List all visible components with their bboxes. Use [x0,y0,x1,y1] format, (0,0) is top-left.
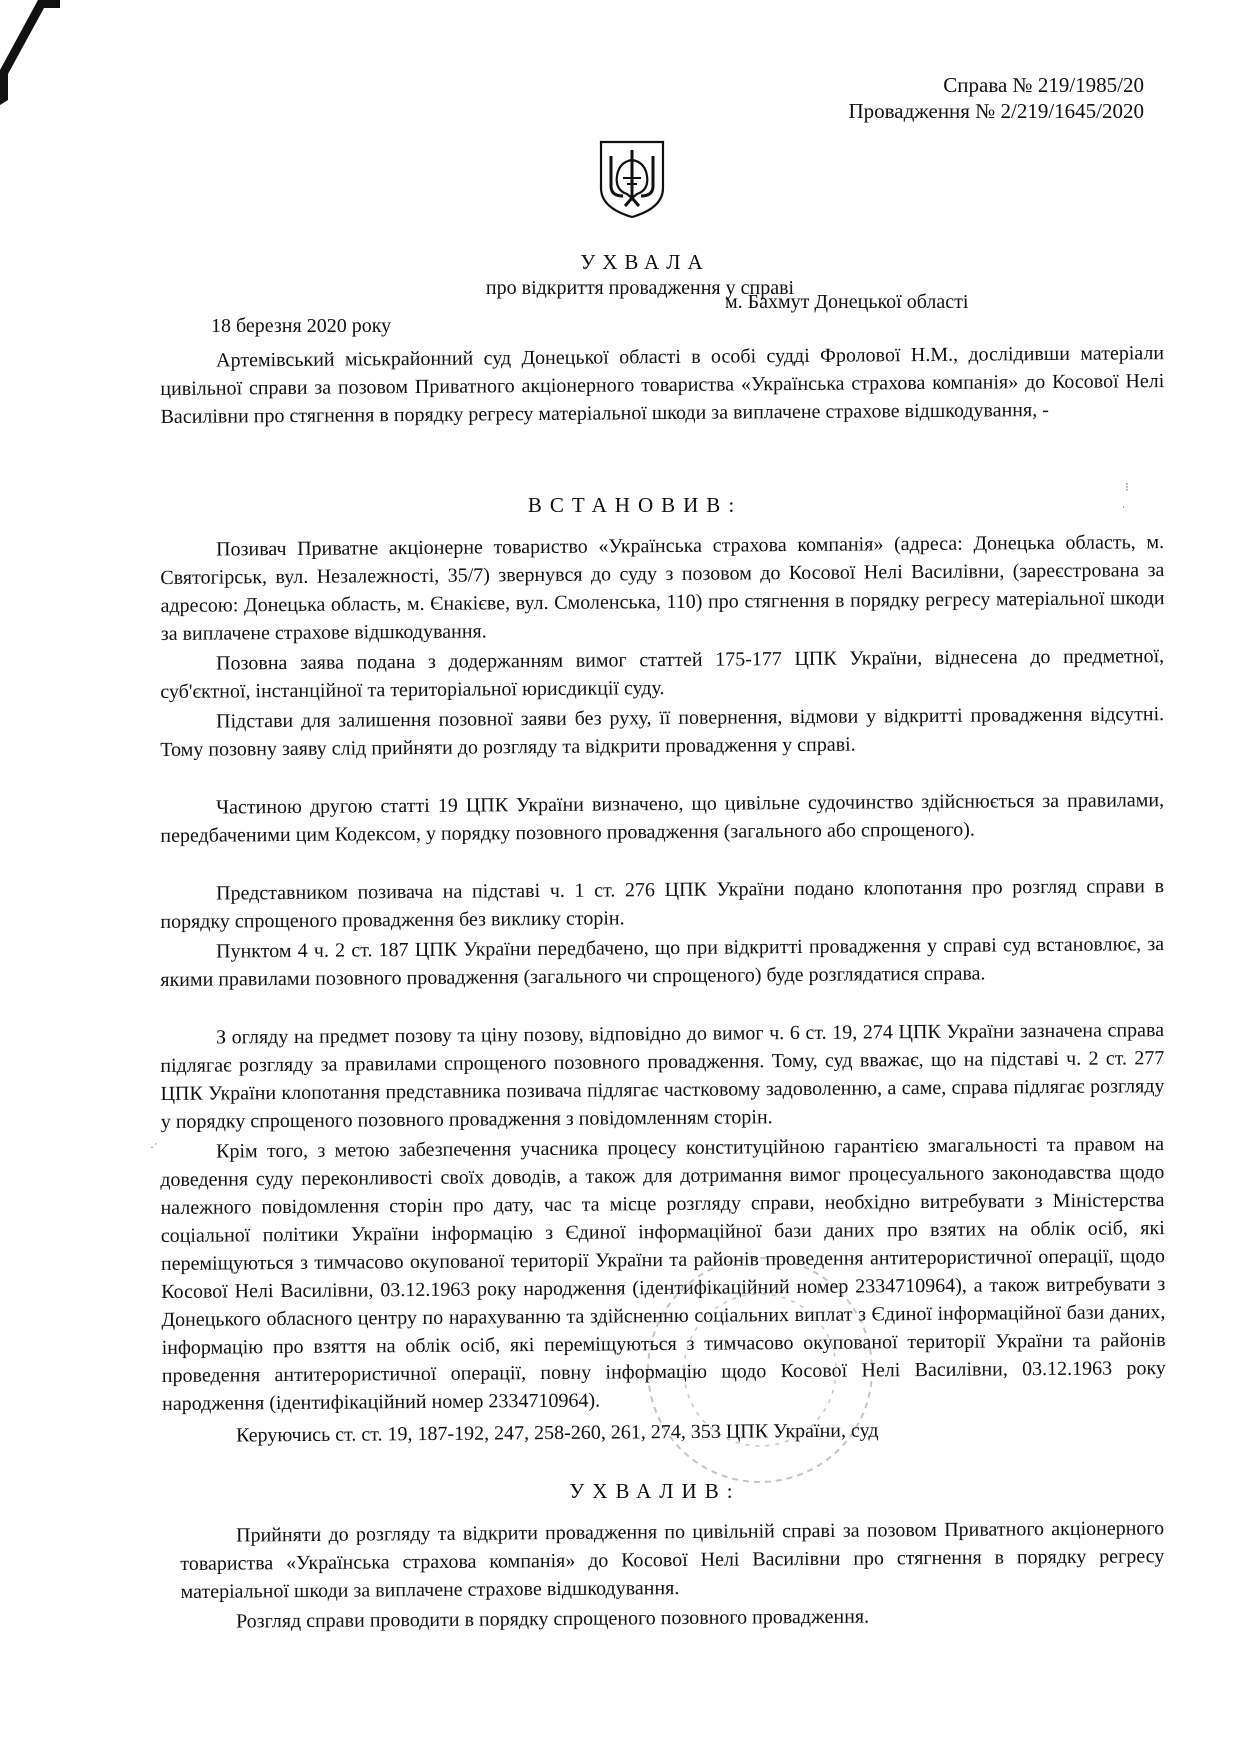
body-paragraph: Частиною другою статті 19 ЦПК України визначено, що цивільне судочинство здійснюється за правилами, передбаченими цим Кодексом, у порядку позовного провадження (загального або спрощеного). [160,789,1165,847]
section-heading-established: ВСТАНОВИВ: [527,493,743,517]
body-paragraph: Підстави для залишення позовної заяви без руху, її повернення, відмови у відкритті провадження відсутні. Тому позовну заяву слід прийняти до розгляду та відкрити провадження у справі. [160,703,1165,761]
document-place: м. Бахмут Донецької області [725,291,969,313]
intro-paragraph: Артемівський міськрайонний суд Донецької області в особі судді Фролової Н.М., дослідивши матеріали цивільної справи за позовом Приватного акціонерного товариства «Українська страхова компанія» до Косової Нелі Василівни про стягнення в порядку регресу матеріальної шкоди за виплачене страхове відшкодування, - [160,342,1165,428]
document-subtitle: про відкриття провадження у справі [485,277,795,299]
scan-speck: ⁝ [1125,480,1129,494]
document-title: УХВАЛА [580,250,710,274]
proceeding-number: Провадження № 2/219/1645/2020 [848,99,1144,123]
scan-corner-mark [0,0,60,110]
case-number: Справа № 219/1985/20 [943,73,1144,97]
body-paragraph: Керуючись ст. ст. 19, 187-192, 247, 258-260, 261, 274, 353 ЦПК України, суд [236,1419,879,1447]
decision-paragraph: Розгляд справи проводити в порядку спрощеного позовного провадження. [236,1605,870,1633]
body-paragraph: Представником позивача на підставі ч. 1 ст. 276 ЦПК України подано клопотання про розгляд справи в порядку спрощеного провадження без виклику сторін. [160,875,1165,933]
scan-speck: ·˙ [150,1140,158,1154]
section-heading-decided: УХВАЛИВ: [569,1479,741,1503]
coat-of-arms-icon [597,138,667,220]
body-paragraph: Пунктом 4 ч. 2 ст. 187 ЦПК України передбачено, що при відкритті провадження у справі суд встановлює, за якими правилами позовного провадження (загального чи спрощеного) буде розглядатися справа. [160,933,1165,991]
body-paragraph: Крім того, з метою забезпечення учасника процесу конституційною гарантією змагальності та правом на доведення суду переконливості своїх доводів, а також для дотримання вимог процесуального законодавства щодо належного повідомлення сторін про дату, час та місце розгляду справи, необхідно витребувати з Міністерства соціальної політики України інформацію з Єдиної інформаційної бази даних про взятих на облік осіб, які переміщуються з тимчасово окупованої території України та районів проведення антитерористичної операції, щодо Косової Нелі Василівни, 03.12.1963 року народження (ідентифікаційний номер 2334710964), а також витребувати з Донецького обласного центру по нарахуванню та здійсненню соціальних виплат з Єдиної інформаційної бази даних, інформацію про взяття на облік осіб, які переміщуються з тимчасово окупованої території України та районів проведення антитерористичної операції, повну інформацію щодо Косової Нелі Василівни, 03.12.1963 року народження (ідентифікаційний номер 2334710964). [160,1133,1166,1415]
court-seal-stamp [640,1250,880,1490]
body-paragraph: З огляду на предмет позову та ціну позову, відповідно до вимог ч. 6 ст. 19, 274 ЦПК України зазначена справа підлягає розгляду за правилами спрощеного позовного провадження. Тому, суд вважає, що на підставі ч. 2 ст. 277 ЦПК України клопотання представника позивача підлягає частковому задоволенню, а саме, справа підлягає розгляду у порядку спрощеного позовного провадження з повідомленням сторін. [160,1019,1165,1133]
scan-speck: ∙ [1122,500,1125,514]
decision-paragraph: Прийняти до розгляду та відкрити провадження по цивільній справі за позовом Приватного акціонерного товариства «Українська страхова компанія» до Косової Нелі Василівни про стягнення в порядку регресу матеріальної шкоди за виплачене страхове відшкодування. [180,1517,1165,1603]
body-paragraph: Позивач Приватне акціонерне товариство «Українська страхова компанія» (адреса: Донецька область, м. Святогірськ, вул. Незалежності, 35/7) звернувся до суду з позовом до Косової Нелі Василівни, (зареєстрована за адресою: Донецька область, м. Єнакієве, вул. Смоленська, 110) про стягнення в порядку регресу матеріальної шкоди за виплачене страхове відшкодування. [160,531,1165,645]
body-paragraph: Позовна заява подана з додержанням вимог статтей 175-177 ЦПК України, віднесена до предметної, суб'єктної, інстанційної та територіальної юрисдикції суду. [160,645,1165,703]
document-date: 18 березня 2020 року [211,315,392,337]
